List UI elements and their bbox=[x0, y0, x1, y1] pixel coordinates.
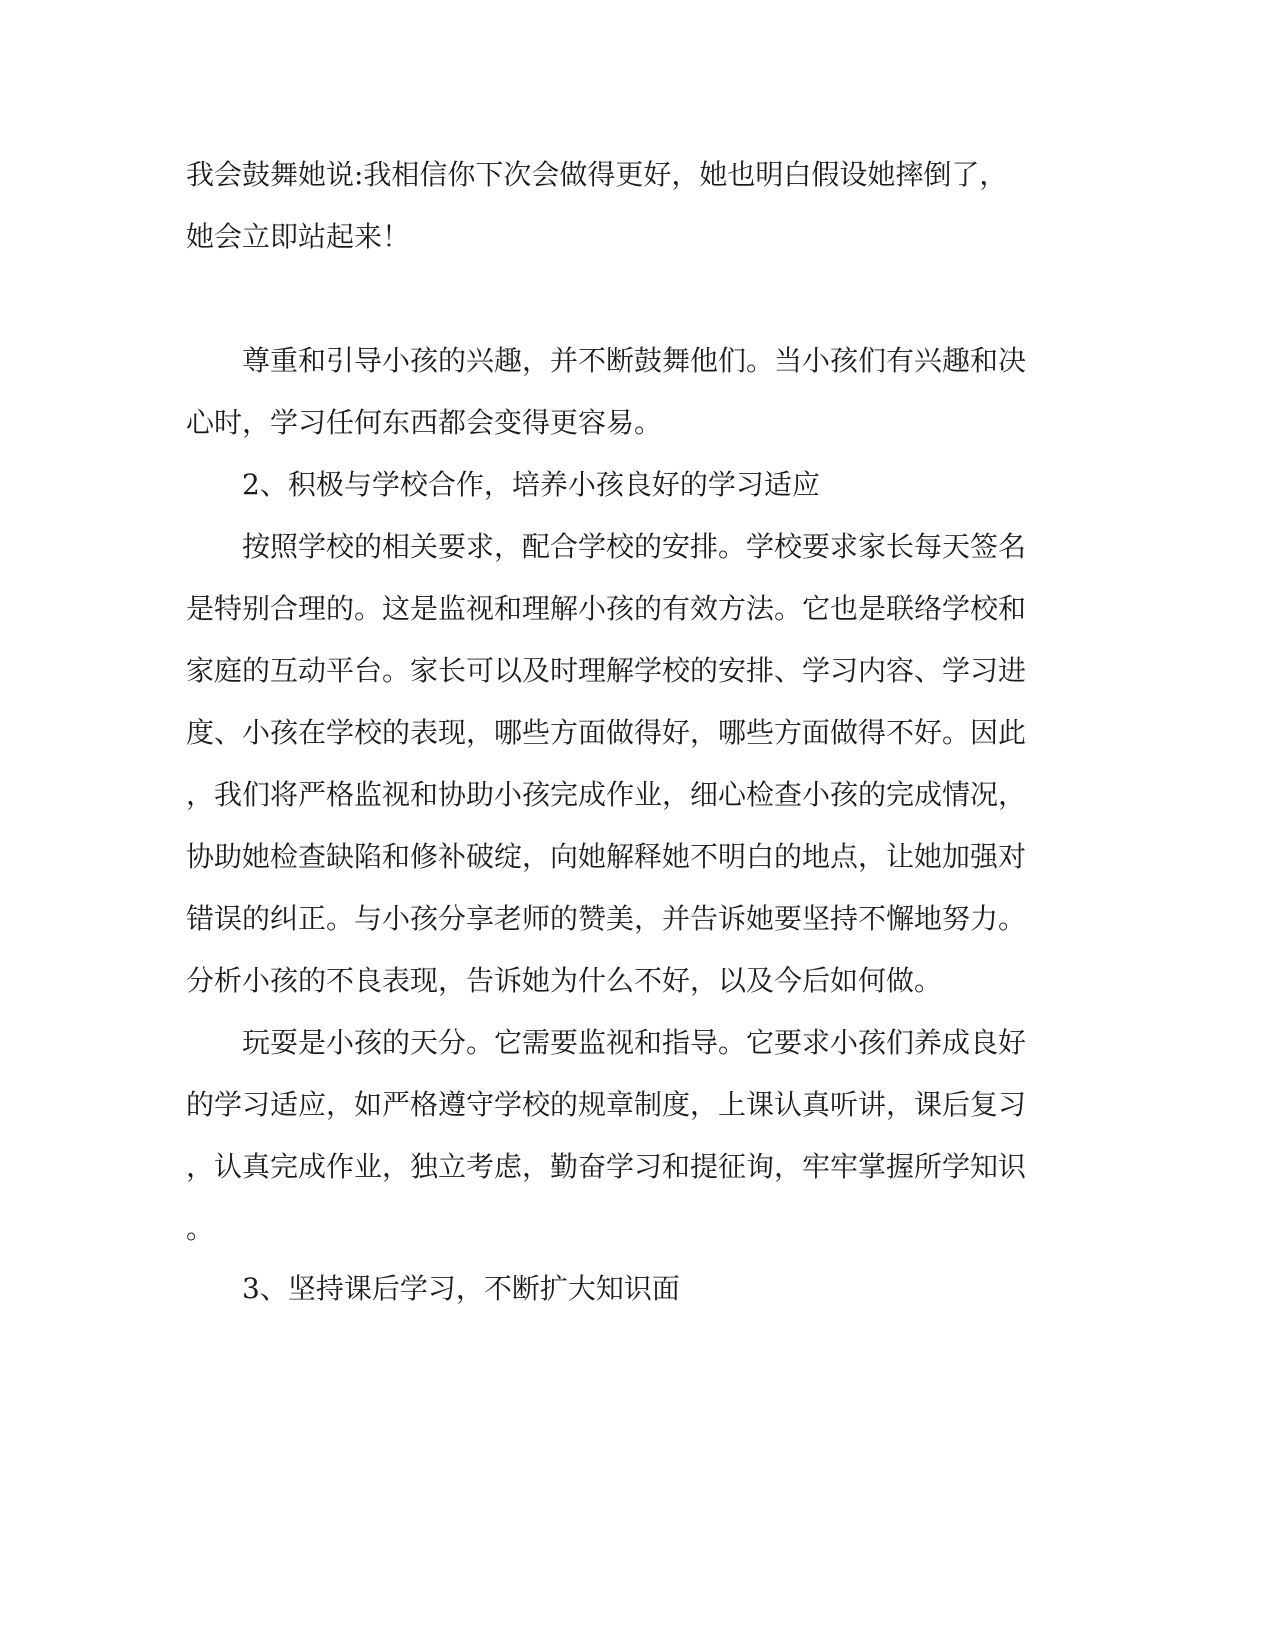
text-line: 是特别合理的。这是监视和理解小孩的有效方法。它也是联络学校和 bbox=[186, 592, 1027, 625]
text-line: 她会立即站起来！ bbox=[186, 220, 411, 253]
text-line: 尊重和引导小孩的兴趣，并不断鼓舞他们。当小孩们有兴趣和决 bbox=[242, 344, 1027, 377]
text-line: 的学习适应，如严格遵守学校的规章制度，上课认真听讲，课后复习 bbox=[186, 1088, 1027, 1121]
section-heading: 2、积极与学校合作，培养小孩良好的学习适应 bbox=[242, 468, 820, 501]
text-line: 度、小孩在学校的表现，哪些方面做得好，哪些方面做得不好。因此 bbox=[186, 716, 1027, 749]
text-line: 我会鼓舞她说:我相信你下次会做得更好，她也明白假设她摔倒了， bbox=[186, 158, 1008, 191]
text-line: 按照学校的相关要求，配合学校的安排。学校要求家长每天签名 bbox=[242, 530, 1027, 563]
section-heading: 3、坚持课后学习，不断扩大知识面 bbox=[242, 1272, 680, 1305]
text-line: ，认真完成作业，独立考虑，勤奋学习和提征询，牢牢掌握所学知识 bbox=[186, 1150, 1027, 1183]
text-line: 分析小孩的不良表现，告诉她为什么不好，以及今后如何做。 bbox=[186, 964, 943, 997]
text-line: 错误的纠正。与小孩分享老师的赞美，并告诉她要坚持不懈地努力。 bbox=[186, 902, 1027, 935]
text-line: 协助她检查缺陷和修补破绽，向她解释她不明白的地点，让她加强对 bbox=[186, 840, 1027, 873]
text-line: 。 bbox=[186, 1212, 215, 1245]
text-line: 玩耍是小孩的天分。它需要监视和指导。它要求小孩们养成良好 bbox=[242, 1026, 1027, 1059]
text-line: 心时，学习任何东西都会变得更容易。 bbox=[186, 406, 663, 439]
text-line: 家庭的互动平台。家长可以及时理解学校的安排、学习内容、学习进 bbox=[186, 654, 1027, 687]
text-line: ，我们将严格监视和协助小孩完成作业，细心检查小孩的完成情况， bbox=[186, 778, 1027, 811]
